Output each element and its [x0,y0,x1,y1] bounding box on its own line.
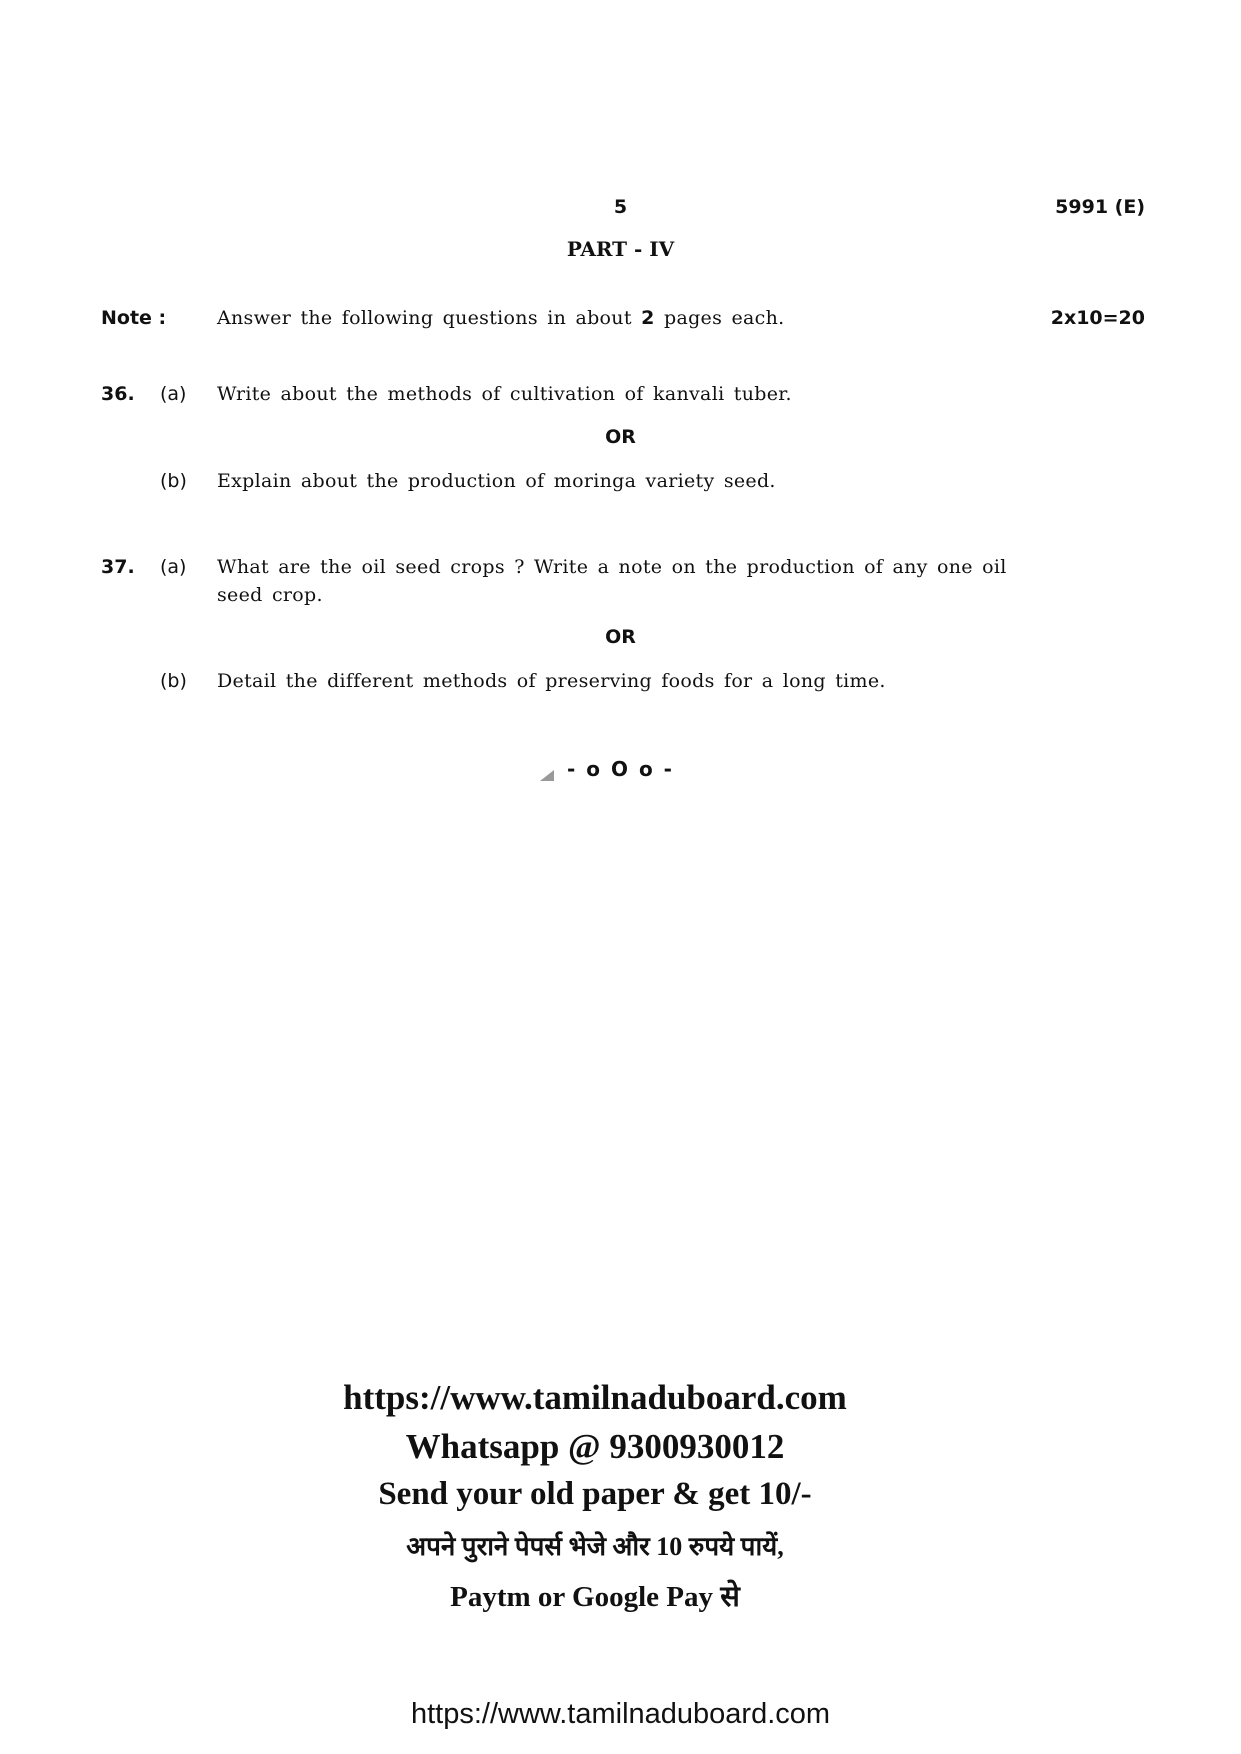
footer-payment: Paytm or Google Pay से [450,1581,740,1613]
note-text-before: Answer the following questions in about [217,307,642,329]
or-separator: OR [605,426,636,448]
sub-question-label: (b) [160,670,187,692]
question-text: Explain about the production of moringa variety seed. [217,470,776,492]
question-text: Detail the different methods of preserving foods for a long time. [217,670,886,692]
question-text-line-1: What are the oil seed crops ? Write a note on the production of any one oil [217,556,1007,578]
sub-question-label: (a) [160,556,187,578]
note-text [217,307,784,329]
question-text-line-2: seed crop. [217,584,323,606]
footer-website: https://www.tamilnaduboard.com [343,1378,847,1417]
sub-question-label: (b) [160,470,187,492]
note-page-count: 2 [641,307,655,329]
or-separator: OR [605,626,636,648]
part-title: PART - IV [566,237,675,261]
bottom-website-link[interactable]: https://www.tamilnaduboard.com [410,1698,831,1730]
end-of-paper-mark: - o O o - [567,757,674,781]
marks-allocation: 2x10=20 [1050,307,1145,329]
footer-offer-hindi: अपने पुराने पेपर्स भेजे और 10 रुपये पायें, [406,1532,784,1561]
footer-whatsapp: Whatsapp @ 9300930012 [405,1427,785,1466]
page-number: 5 [613,196,628,218]
sub-question-label: (a) [160,383,187,405]
footer-offer: Send your old paper & get 10/- [378,1476,812,1512]
question-number: 36. [101,383,135,405]
question-text: Write about the methods of cultivation of kanvali tuber. [217,383,792,405]
question-number: 37. [101,556,135,578]
paper-code: 5991 (E) [1055,196,1145,218]
note-text-after: pages each. [654,307,785,329]
note-label: Note : [101,307,167,329]
